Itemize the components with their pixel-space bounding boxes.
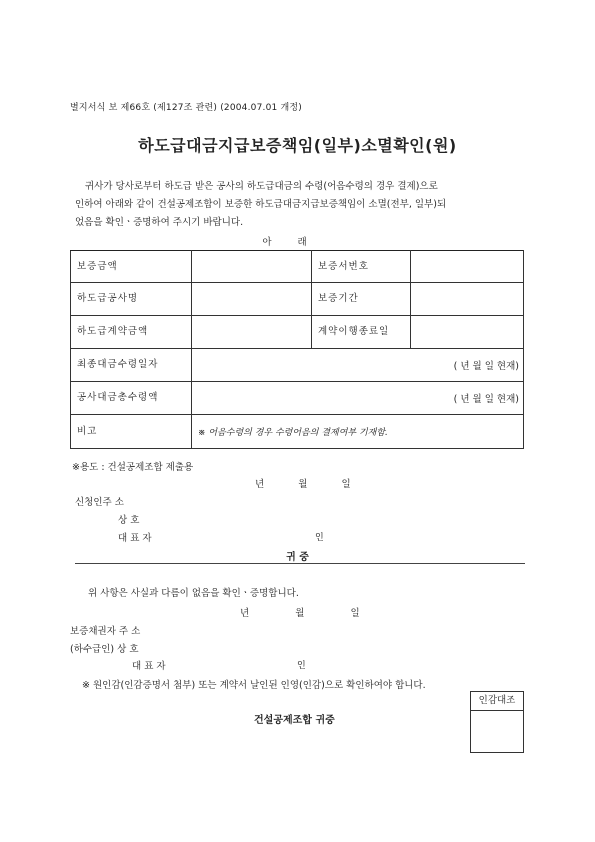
intro-line-1: 귀사가 당사로부터 하도급 받은 공사의 하도급대금의 수령(어음수령의 경우 결제)으로 (85, 181, 438, 192)
total-received-label: 공사대금총수령액 (71, 382, 192, 415)
holder-rep-label: 대 표 자 (132, 661, 166, 672)
guarantee-number-field[interactable] (411, 251, 524, 283)
final-receipt-date[interactable]: ( 년 월 일 현재) (192, 349, 524, 382)
application-date[interactable] (255, 476, 351, 490)
contract-end-field[interactable] (411, 316, 524, 349)
usage-note: ※용도 : 건설공제조합 제출용 (72, 462, 194, 473)
recipient-heading: 귀 중 (286, 552, 309, 563)
divider (75, 563, 525, 564)
guarantee-period-field[interactable] (411, 283, 524, 316)
form-number: 별지서식 보 제66호 (제127조 관련) (2004.07.01 개정) (70, 103, 302, 113)
holder-address-label: 보증채권자 주 소 (70, 626, 141, 637)
document-title: 하도급대금지급보증책임(일부)소멸확인(원) (138, 136, 457, 155)
final-receipt-label: 최종대금수령일자 (71, 349, 192, 382)
month-label: 월 (298, 479, 308, 490)
holder-seal-mark: 인 (297, 661, 306, 671)
details-table (70, 250, 524, 449)
subcontract-amount-label: 하도급계약금액 (71, 316, 192, 349)
subcontract-name-label: 하도급공사명 (71, 283, 192, 316)
guarantee-amount-label: 보증금액 (71, 251, 192, 283)
guarantee-amount-field[interactable] (192, 251, 312, 283)
holder-company-label: (하수급인) 상 호 (70, 644, 139, 655)
seal-verification-note: ※ 원인감(인감증명서 첨부) 또는 계약서 날인된 인영(인감)으로 확인하여야 합니다. (82, 680, 426, 691)
guarantee-number-label: 보증서번호 (312, 251, 411, 283)
confirmation-date[interactable] (240, 605, 360, 619)
remark-label: 비고 (71, 415, 192, 449)
day-label: 일 (350, 608, 360, 619)
intro-line-2: 인하여 아래와 같이 건설공제조합이 보증한 하도급대금지급보증책임이 소멸(전부, 일부)되 (75, 199, 447, 210)
month-label: 월 (295, 608, 305, 619)
remark-note: ※ 어음수령의 경우 수령어음의 결제여부 기재함. (192, 415, 524, 449)
year-label: 년 (255, 479, 265, 490)
intro-line-3: 었음을 확인ㆍ증명하여 주시기 바랍니다. (75, 217, 244, 228)
final-recipient: 건설공제조합 귀중 (254, 715, 335, 726)
applicant-seal-mark: 인 (315, 533, 324, 543)
subcontract-name-field[interactable] (192, 283, 312, 316)
guarantee-period-label: 보증기간 (312, 283, 411, 316)
intro-paragraph (75, 178, 525, 232)
subcontract-amount-field[interactable] (192, 316, 312, 349)
day-label: 일 (341, 479, 351, 490)
year-label: 년 (240, 608, 250, 619)
applicant-company-label: 상 호 (118, 515, 140, 526)
total-received-date[interactable]: ( 년 월 일 현재) (192, 382, 524, 415)
contract-end-label: 계약이행종료일 (312, 316, 411, 349)
section-heading-text: 아래 (262, 237, 333, 248)
confirmation-text: 위 사항은 사실과 다름이 없음을 확인ㆍ증명합니다. (88, 588, 299, 599)
seal-comparison-box (470, 691, 524, 753)
applicant-rep-label: 대 표 자 (118, 533, 152, 544)
section-heading (0, 234, 595, 248)
applicant-address-label: 신청인주 소 (75, 497, 124, 508)
seal-comparison-label: 인감대조 (471, 692, 523, 711)
